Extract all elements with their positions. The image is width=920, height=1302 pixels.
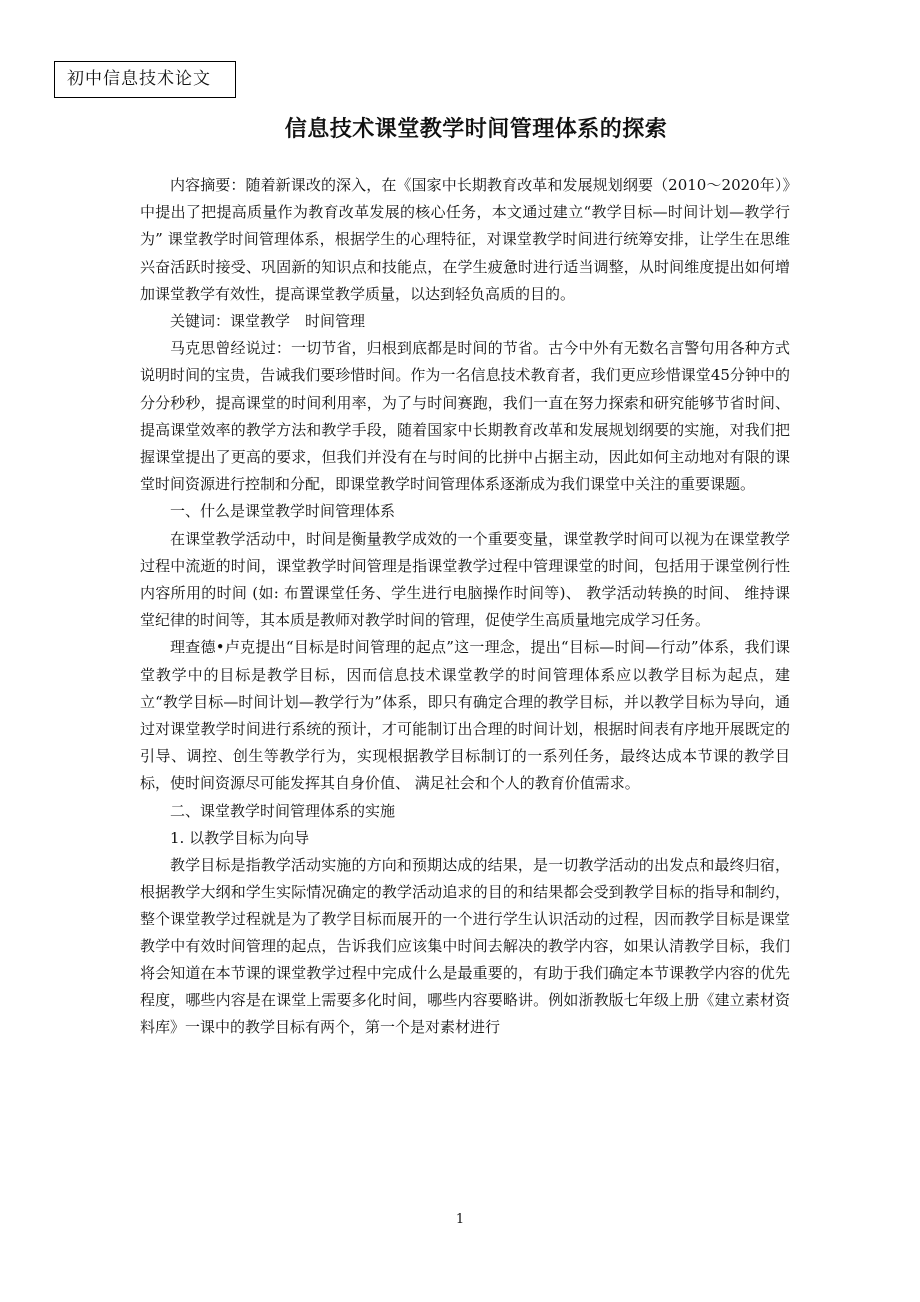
page-number: 1 [455,1212,465,1227]
section1-paragraph-2: 理查德•卢克提出“目标是时间管理的起点”这一理念，提出“目标—时间—行动”体系，我们课堂教学中的目标是教学目标，因而信息技术课堂教学的时间管理体系应以教学目标为起点，建立“教学目标—时间计划—教学行为”体系，即只有确定合理的教学目标，并以教学目标为导向，通过对课堂教学时间进行系统的预计，才可能制订出合理的时间计划，根据时间表有序地开展既定的引导、调控、创生等教学行为，实现根据教学目标制订的一系列任务，最终达成本节课的教学目标，使时间资源尽可能发挥其自身价值、 满足社会和个人的教育价值需求。 [140,638,790,793]
section2-paragraph-1: 教学目标是指教学活动实施的方向和预期达成的结果，是一切教学活动的出发点和最终归宿，根据教学大纲和学生实际情况确定的教学活动追求的目的和结果都会受到教学目标的指导和制约，整个课堂教学过程就是为了教学目标而展开的一个进行学生认识活动的过程，因而教学目标是课堂教学中有效时间管理的起点，告诉我们应该集中时间去解决的教学内容，如果认清教学目标，我们将会知道在本节课的课堂教学过程中完成什么是最重要的，有助于我们确定本节课教学内容的优先程度，哪些内容是在课堂上需要多化时间，哪些内容要略讲。例如浙教版七年级上册《建立素材资料库》一课中的教学目标有两个，第一个是对素材进行 [140,856,790,1037]
document-type-label: 初中信息技术论文 [54,61,236,98]
intro-paragraph: 马克思曾经说过：一切节省，归根到底都是时间的节省。古今中外有无数名言警句用各种方式说明时间的宝贵，告诫我们要珍惜时间。作为一名信息技术教育者，我们更应珍惜课堂45分钟中的分分秒秒，提高课堂的时间利用率，为了与时间赛跑，我们一直在努力探索和研究能够节省时间、提高课堂效率的教学方法和教学手段，随着国家中长期教育改革和发展规划纲要的实施，对我们把握课堂提出了更高的要求，但我们并没有在与时间的比拼中占据主动，因此如何主动地对有限的课堂时间资源进行控制和分配，即课堂教学时间管理体系逐渐成为我们课堂中关注的重要课题。 [140,339,790,494]
section1-heading: 一、什么是课堂教学时间管理体系 [170,502,396,521]
section2-subheading-1: 1. 以教学目标为向导 [170,828,310,847]
document-body [140,172,790,1041]
page-title: 信息技术课堂教学时间管理体系的探索 [284,117,668,142]
abstract-paragraph: 内容摘要：随着新课改的深入，在《国家中长期教育改革和发展规划纲要（2010～2020年）》中提出了把提高质量作为教育改革发展的核心任务，本文通过建立“教学目标—时间计划—教学行为” 课堂教学时间管理体系，根据学生的心理特征，对课堂教学时间进行统筹安排，让学生在思维兴奋活跃时接受、巩固新的知识点和技能点，在学生疲惫时进行适当调整，从时间维度提出如何增加课堂教学有效性，提高课堂教学质量，以达到轻负高质的目的。 [140,176,790,303]
section1-paragraph-1: 在课堂教学活动中，时间是衡量教学成效的一个重要变量，课堂教学时间可以视为在课堂教学过程中流逝的时间，课堂教学时间管理是指课堂教学过程中管理课堂的时间，包括用于课堂例行性内容所用的时间 (如: 布置课堂任务、学生进行电脑操作时间等)、 教学活动转换的时间、 维持课堂纪律的时间等，其本质是教师对教学时间的管理，促使学生高质量地完成学习任务。 [140,529,790,630]
keywords-line: 关键词：课堂教学 时间管理 [170,312,366,331]
section2-heading: 二、课堂教学时间管理体系的实施 [170,801,396,820]
